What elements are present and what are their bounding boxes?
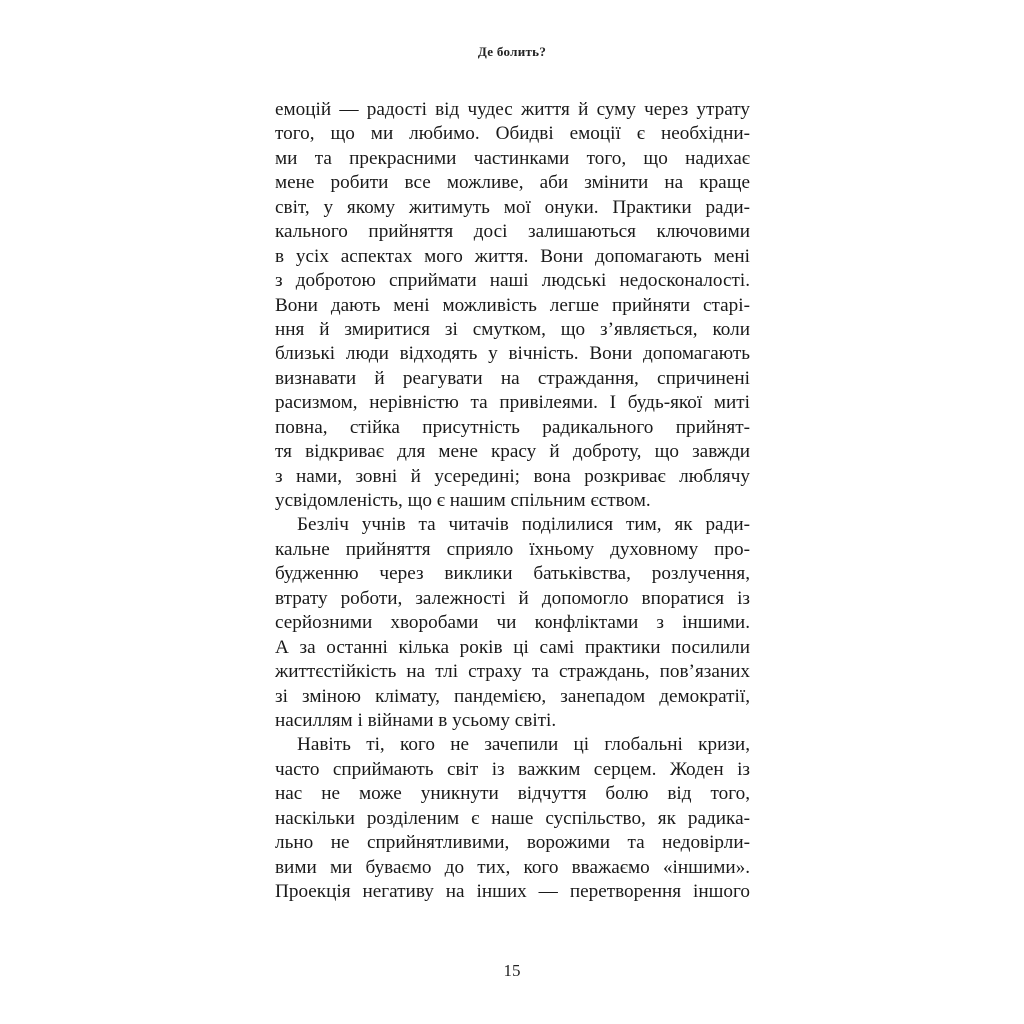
running-head: Де болить?: [477, 44, 547, 59]
text-line: Проекція негативу на інших — перетворення іншого: [275, 881, 750, 902]
text-line: визнавати й реагувати на страждання, спричинені: [275, 367, 750, 389]
page-number: 15: [503, 961, 521, 980]
text-line: того, що ми любимо. Обидві емоції є необхідни-: [275, 123, 750, 145]
text-line: наскільки розділеним є наше суспільство, як радика-: [275, 807, 750, 829]
text-line: А за останні кілька років ці самі практики посилили: [275, 636, 750, 658]
text-line: насиллям і війнами в усьому світі.: [275, 709, 557, 731]
body-text: [275, 98, 750, 904]
text-line: світ, у якому житимуть мої онуки. Практики ради-: [275, 196, 750, 218]
text-line: мене робити все можливе, аби змінити на краще: [275, 172, 750, 194]
text-line: зі зміною клімату, пандемією, занепадом демократії,: [275, 685, 750, 707]
text-line: тя відкриває для мене красу й доброту, що завжди: [275, 441, 750, 463]
text-line: льно не сприйнятливими, ворожими та недовірли-: [275, 832, 750, 854]
paragraph-first-line: Безліч учнів та читачів поділилися тим, як ради-: [297, 514, 750, 536]
text-line: ми та прекрасними частинками того, що надихає: [275, 147, 750, 169]
text-line: расизмом, нерівністю та привілеями. І будь-якої миті: [275, 392, 750, 414]
text-line: вими ми буваємо до тих, кого вважаємо «іншими».: [275, 856, 750, 878]
text-line: Вони дають мені можливість легше прийняти старі-: [275, 294, 750, 316]
text-line: життєстійкість на тлі страху та страждань, пов’язаних: [275, 661, 750, 683]
text-line: з добротою сприймати наші людські недосконалості.: [275, 270, 750, 292]
text-line: ння й змиритися зі смутком, що з’являється, коли: [275, 318, 750, 340]
text-line: втрату роботи, залежності й допомогло впоратися із: [275, 587, 750, 609]
text-line: будженню через виклики батьківства, розлучення,: [275, 563, 750, 585]
text-line: кального прийняття досі залишаються ключовими: [275, 221, 750, 243]
paragraph-first-line: Навіть ті, кого не зачепили ці глобальні кризи,: [297, 734, 750, 756]
text-line: часто сприймають світ із важким серцем. Жоден із: [275, 758, 750, 780]
text-line: серйозними хворобами чи конфліктами з іншими.: [275, 612, 750, 634]
text-line: нас не може уникнути відчуття болю від того,: [275, 783, 750, 805]
text-line: в усіх аспектах мого життя. Вони допомагають мені: [275, 245, 750, 267]
text-line: усвідомленість, що є нашим спільним єством.: [275, 490, 651, 511]
text-line: повна, стійка присутність радикального прийнят-: [275, 416, 750, 438]
text-line: емоцій — радості від чудес життя й суму через утрату: [275, 99, 750, 120]
text-line: з нами, зовні й усередині; вона розкриває люблячу: [275, 465, 750, 487]
text-line: кальне прийняття сприяло їхньому духовному про-: [275, 538, 750, 560]
text-line: близькі люди відходять у вічність. Вони допомагають: [275, 343, 750, 365]
